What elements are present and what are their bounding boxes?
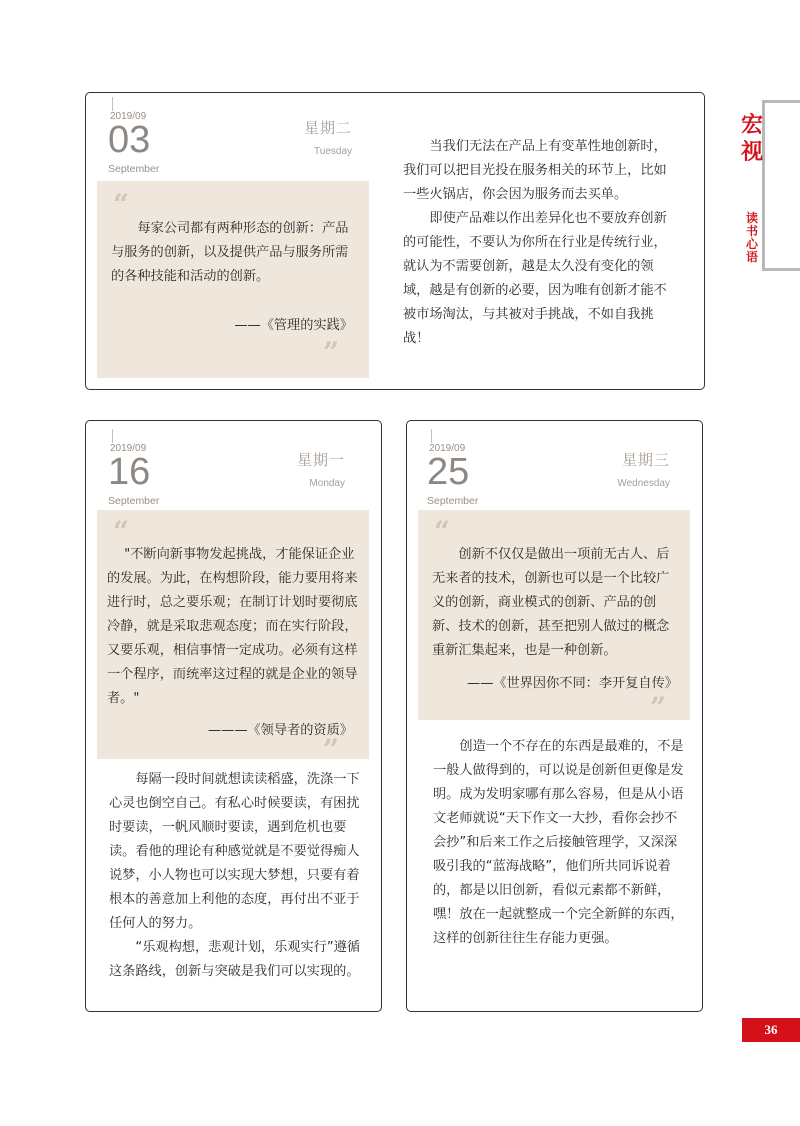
- section-title-char: 宏: [740, 113, 763, 138]
- paragraph: 创造一个不存在的东西是最难的，不是一般人做得到的，可以说是创新但更像是发明。成为发明家哪有那么容易，但是从小语文老师就说“天下作文一大抄，看你会抄不会抄”和后来工作之后接触管理学，又深深吸引我的“蓝海战略”，他们所共同诉说着的，都是以旧创新，看似元素都不新鲜，嘿！放在一起就整成一个完全新鲜的东西，这样的创新往往生存能力更强。: [433, 739, 684, 946]
- commentary: [403, 135, 679, 351]
- quote-source: ——《管理的实践》: [234, 318, 353, 333]
- quote-box: [97, 181, 369, 378]
- divider: [431, 429, 432, 443]
- weekday-cn: 星期二: [303, 119, 352, 137]
- note-card-sep-03: [85, 92, 705, 390]
- paragraph: 每隔一段时间就想读读稻盛，洗涤一下心灵也倒空自己。有私心时候要读，有困扰时要读，一帆风顺时要读，遇到危机也要读。看他的理论有种感觉就是不要觉得痴人说梦，小人物也可以实现大梦想，只要有着根本的善意加上利他的态度，再付出不亚于任何人的努力。: [109, 772, 360, 931]
- divider: [112, 97, 113, 111]
- year-month: 2019/09: [429, 443, 466, 454]
- weekday-en: Wednesday: [617, 478, 670, 489]
- month-name: September: [108, 163, 160, 175]
- month-name: September: [427, 495, 479, 507]
- weekday-en: Tuesday: [314, 146, 352, 157]
- quote-box: [418, 510, 690, 724]
- quote-text: "不断向新事物发起挑战，才能保证企业的发展。为此，在构想阶段，能力要用将来进行时，总之要乐观；在制订计划时要彻底冷静，就是采取悲观态度；而在实行阶段，又要乐观，相信事情一定成功。必须有这样一个程序，而统率这过程的就是企业的领导者。": [107, 547, 358, 706]
- month-name: September: [108, 495, 160, 507]
- quote-text: 每家公司都有两种形态的创新：产品与服务的创新，以及提供产品与服务所需的各种技能和活动的创新。: [111, 221, 349, 284]
- open-quote-icon: “: [434, 515, 451, 548]
- paragraph: 当我们无法在产品上有变革性地创新时，我们可以把目光投在服务相关的环节上，比如一些火锅店，你会因为服务而去买单。: [403, 139, 667, 202]
- quote-source: ——《世界因你不同：李开复自传》: [467, 676, 678, 691]
- year-month: 2019/09: [110, 111, 147, 122]
- open-quote-icon: “: [113, 515, 130, 548]
- paragraph: “乐观构想，悲观计划，乐观实行”遵循这条路线，创新与突破是我们可以实现的。: [109, 940, 361, 979]
- section-title-char: 视: [740, 140, 763, 165]
- day-number: 25: [427, 451, 470, 493]
- paragraph: 即使产品难以作出差异化也不要放弃创新的可能性，不要认为你所在行业是传统行业，就认为不需要创新，越是太久没有变化的领域，越是有创新的必要，因为唯有创新才能不被市场淘汰，与其被对手挑战，不如自我挑战！: [403, 211, 667, 346]
- weekday: [304, 117, 352, 157]
- note-card-sep-25: [406, 420, 703, 1012]
- day-number: 16: [108, 451, 151, 493]
- section-bracket-bottom: [762, 268, 800, 271]
- commentary: [109, 768, 365, 984]
- section-subtitle: 读书心语: [745, 211, 758, 264]
- weekday-cn: 星期一: [296, 451, 345, 469]
- year-month: 2019/09: [110, 443, 147, 454]
- quote-text: 创新不仅仅是做出一项前无古人、后无来者的技术，创新也可以是一个比较广义的创新，商业模式的创新、产品的创新、技术的创新，甚至把别人做过的概念重新汇集起来，也是一种创新。: [432, 547, 670, 658]
- page-number: 36: [742, 1018, 800, 1042]
- commentary: [433, 735, 689, 951]
- note-card-sep-16: [85, 420, 382, 1012]
- close-quote-icon: ”: [323, 336, 340, 369]
- day-number: 03: [108, 119, 151, 161]
- section-bracket-top: [762, 100, 800, 103]
- quote-source: ———《领导者的资质》: [207, 723, 353, 738]
- weekday-en: Monday: [309, 478, 345, 489]
- open-quote-icon: “: [113, 188, 130, 221]
- divider: [112, 429, 113, 443]
- section-title: [736, 112, 768, 166]
- weekday-cn: 星期三: [621, 451, 670, 469]
- weekday: [297, 449, 345, 489]
- quote-box: [97, 510, 369, 766]
- close-quote-icon: ”: [650, 691, 667, 724]
- weekday: [617, 449, 670, 489]
- close-quote-icon: ”: [323, 733, 340, 766]
